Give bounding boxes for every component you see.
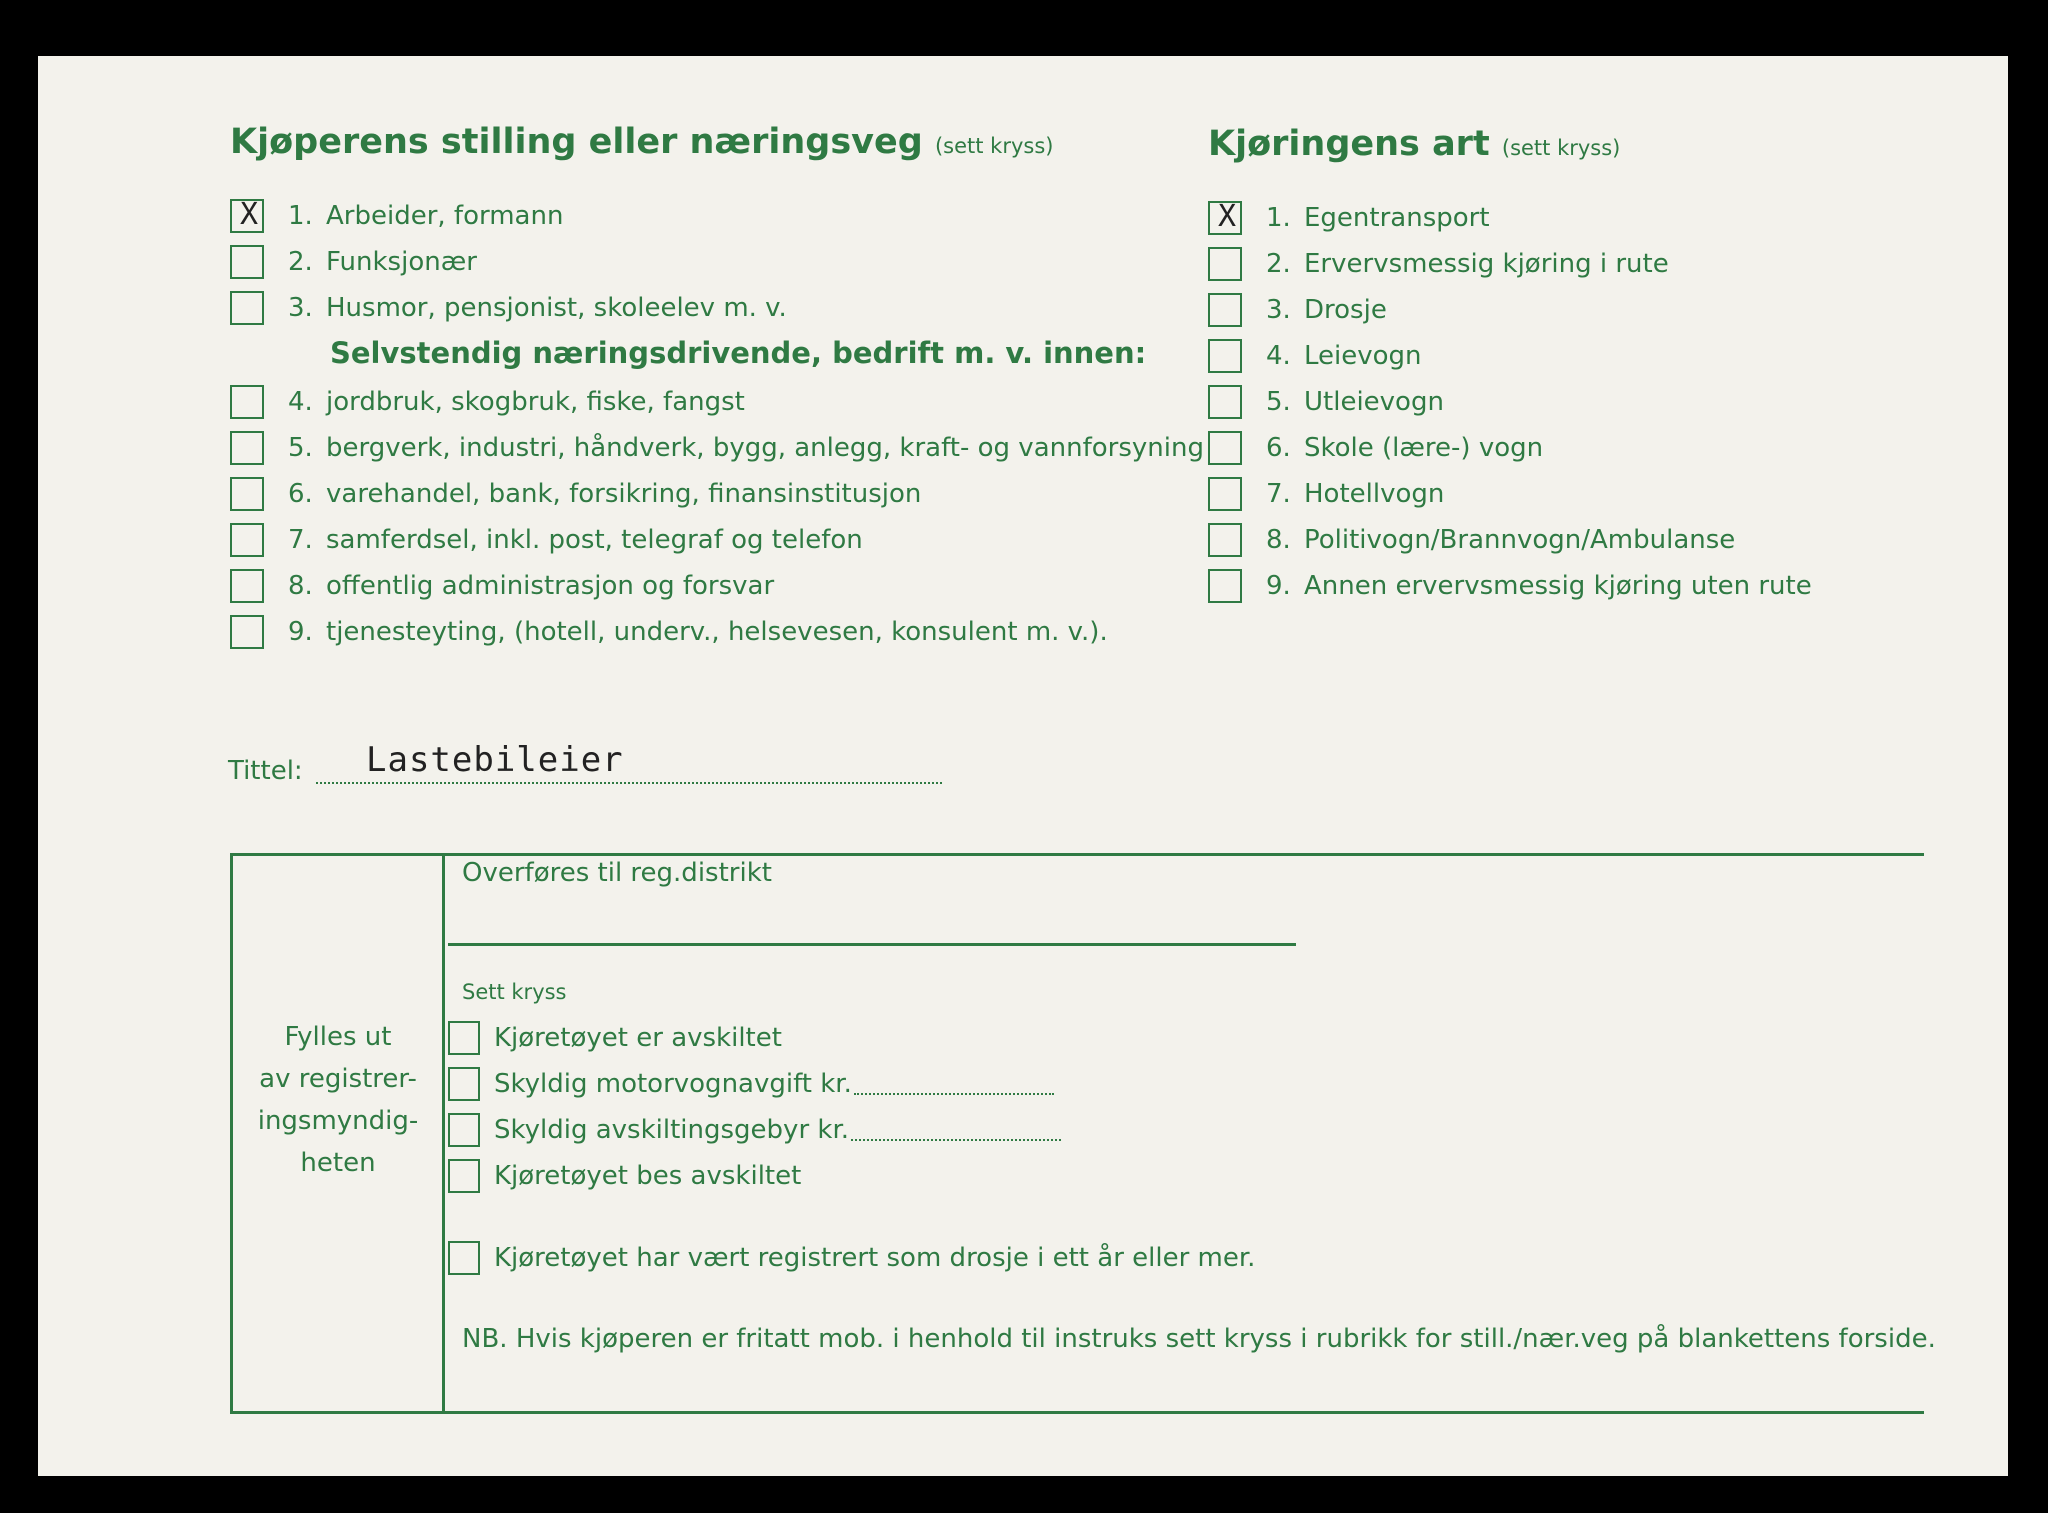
check-vehicle-tax-owed[interactable] <box>448 1064 1054 1104</box>
option-number: 9. <box>1266 571 1291 601</box>
check-plates-removed[interactable] <box>448 1018 782 1058</box>
checkbox[interactable] <box>1208 247 1242 281</box>
checkbox[interactable] <box>448 1159 480 1193</box>
option-label: Drosje <box>1304 295 1387 325</box>
option-number: 4. <box>1266 341 1291 371</box>
nb-note: NB. Hvis kjøperen er fritatt mob. i henhold til instruks sett kryss i rubrikk for still./nær.veg på blankettens forside. <box>462 1324 1936 1354</box>
option-number: 3. <box>1266 295 1291 325</box>
checkbox[interactable] <box>230 569 264 603</box>
checkbox[interactable] <box>1208 339 1242 373</box>
check-registered-taxi[interactable] <box>448 1238 1255 1278</box>
option-number: 1. <box>288 201 313 231</box>
checkbox[interactable] <box>448 1241 480 1275</box>
right-option-5[interactable] <box>1208 382 1444 422</box>
right-option-8[interactable] <box>1208 520 1735 560</box>
checkbox[interactable] <box>1208 523 1242 557</box>
checkbox[interactable] <box>448 1067 480 1101</box>
option-number: 7. <box>1266 479 1291 509</box>
option-label: Politivogn/Brannvogn/Ambulanse <box>1304 525 1736 555</box>
check-request-plate-removal[interactable] <box>448 1156 801 1196</box>
side-label-line: ingsmyndig- <box>257 1106 419 1136</box>
checkbox[interactable] <box>448 1021 480 1055</box>
checkbox[interactable] <box>1208 477 1242 511</box>
right-section-title: Kjøringens art <box>1208 124 1490 164</box>
option-number: 8. <box>288 571 313 601</box>
left-option-6[interactable] <box>230 474 921 514</box>
left-section-hint: (sett kryss) <box>934 134 1054 158</box>
transfer-district-line[interactable] <box>448 943 1296 946</box>
left-section-title: Kjøperens stilling eller næringsveg <box>230 122 923 162</box>
side-label <box>238 1016 438 1184</box>
amount-dotted-line[interactable] <box>851 1139 1061 1141</box>
option-number: 2. <box>288 247 313 277</box>
check-label: Kjøretøyet er avskiltet <box>494 1023 782 1053</box>
check-label: Skyldig avskiltingsgebyr kr. <box>494 1115 850 1145</box>
left-option-5[interactable] <box>230 428 1204 468</box>
option-number: 1. <box>1266 203 1291 233</box>
right-option-1[interactable] <box>1208 198 1490 238</box>
checkbox[interactable] <box>1208 385 1242 419</box>
check-label: Skyldig motorvognavgift kr. <box>494 1069 852 1099</box>
right-option-9[interactable] <box>1208 566 1812 606</box>
left-option-1[interactable] <box>230 196 563 236</box>
option-label: Ervervsmessig kjøring i rute <box>1304 249 1669 279</box>
right-option-2[interactable] <box>1208 244 1669 284</box>
form-sheet <box>38 56 2008 1476</box>
checkbox[interactable] <box>230 477 264 511</box>
checkbox[interactable] <box>230 431 264 465</box>
option-number: 8. <box>1266 525 1291 555</box>
option-label: tjenesteyting, (hotell, underv., helsevesen, konsulent m. v.). <box>326 617 1108 647</box>
option-number: 5. <box>288 433 313 463</box>
option-number: 9. <box>288 617 313 647</box>
check-mark: X <box>1218 199 1237 234</box>
check-label: Kjøretøyet bes avskiltet <box>494 1161 802 1191</box>
checkbox[interactable] <box>230 385 264 419</box>
option-number: 2. <box>1266 249 1291 279</box>
title-field-dotted-line <box>316 782 942 784</box>
option-number: 6. <box>288 479 313 509</box>
right-section-heading <box>1208 124 1620 164</box>
option-number: 4. <box>288 387 313 417</box>
checkbox[interactable] <box>1208 201 1242 235</box>
checkbox[interactable] <box>230 199 264 233</box>
box-divider-line <box>442 853 445 1414</box>
transfer-district-label: Overføres til reg.distrikt <box>462 858 772 888</box>
option-label: Husmor, pensjonist, skoleelev m. v. <box>326 293 787 323</box>
check-instruction: Sett kryss <box>462 980 567 1004</box>
checkbox[interactable] <box>448 1113 480 1147</box>
option-number: 3. <box>288 293 313 323</box>
side-label-line: Fylles ut <box>284 1022 392 1052</box>
option-label: Hotellvogn <box>1304 479 1445 509</box>
check-plate-fee-owed[interactable] <box>448 1110 1061 1150</box>
checkbox[interactable] <box>230 245 264 279</box>
option-label: Funksjonær <box>326 247 477 277</box>
option-label: varehandel, bank, forsikring, finansinstitusjon <box>326 479 922 509</box>
checkbox[interactable] <box>1208 431 1242 465</box>
self-employed-subheading: Selvstendig næringsdrivende, bedrift m. v. innen: <box>330 336 1147 370</box>
checkbox[interactable] <box>1208 293 1242 327</box>
right-option-3[interactable] <box>1208 290 1387 330</box>
box-top-line <box>230 853 1924 856</box>
side-label-line: av registrer- <box>259 1064 417 1094</box>
option-label: bergverk, industri, håndverk, bygg, anlegg, kraft- og vannforsyning <box>326 433 1204 463</box>
left-option-8[interactable] <box>230 566 774 606</box>
left-option-3[interactable] <box>230 288 787 328</box>
side-label-line: heten <box>300 1148 376 1178</box>
left-option-9[interactable] <box>230 612 1108 652</box>
checkbox[interactable] <box>230 523 264 557</box>
amount-dotted-line[interactable] <box>854 1093 1054 1095</box>
checkbox[interactable] <box>230 615 264 649</box>
right-option-7[interactable] <box>1208 474 1444 514</box>
option-label: Arbeider, formann <box>326 201 564 231</box>
right-section-hint: (sett kryss) <box>1501 136 1621 160</box>
check-label: Kjøretøyet har vært registrert som drosje i ett år eller mer. <box>494 1243 1256 1273</box>
option-label: samferdsel, inkl. post, telegraf og telefon <box>326 525 863 555</box>
title-field-label: Tittel: <box>228 756 303 786</box>
right-option-4[interactable] <box>1208 336 1422 376</box>
option-label: Leievogn <box>1304 341 1422 371</box>
left-section-heading <box>230 122 1053 162</box>
option-label: jordbruk, skogbruk, fiske, fangst <box>326 387 745 417</box>
option-number: 7. <box>288 525 313 555</box>
checkbox[interactable] <box>230 291 264 325</box>
check-mark: X <box>240 197 259 232</box>
option-number: 5. <box>1266 387 1291 417</box>
right-option-6[interactable] <box>1208 428 1543 468</box>
option-label: offentlig administrasjon og forsvar <box>326 571 775 601</box>
title-field-value[interactable]: Lastebileier <box>366 740 624 780</box>
option-label: Annen ervervsmessig kjøring uten rute <box>1304 571 1812 601</box>
option-label: Utleievogn <box>1304 387 1444 417</box>
box-bottom-line <box>230 1411 1924 1414</box>
option-label: Egentransport <box>1304 203 1490 233</box>
option-number: 6. <box>1266 433 1291 463</box>
option-label: Skole (lære-) vogn <box>1304 433 1544 463</box>
box-left-line <box>230 853 233 1414</box>
left-option-4[interactable] <box>230 382 745 422</box>
checkbox[interactable] <box>1208 569 1242 603</box>
left-option-7[interactable] <box>230 520 863 560</box>
left-option-2[interactable] <box>230 242 477 282</box>
